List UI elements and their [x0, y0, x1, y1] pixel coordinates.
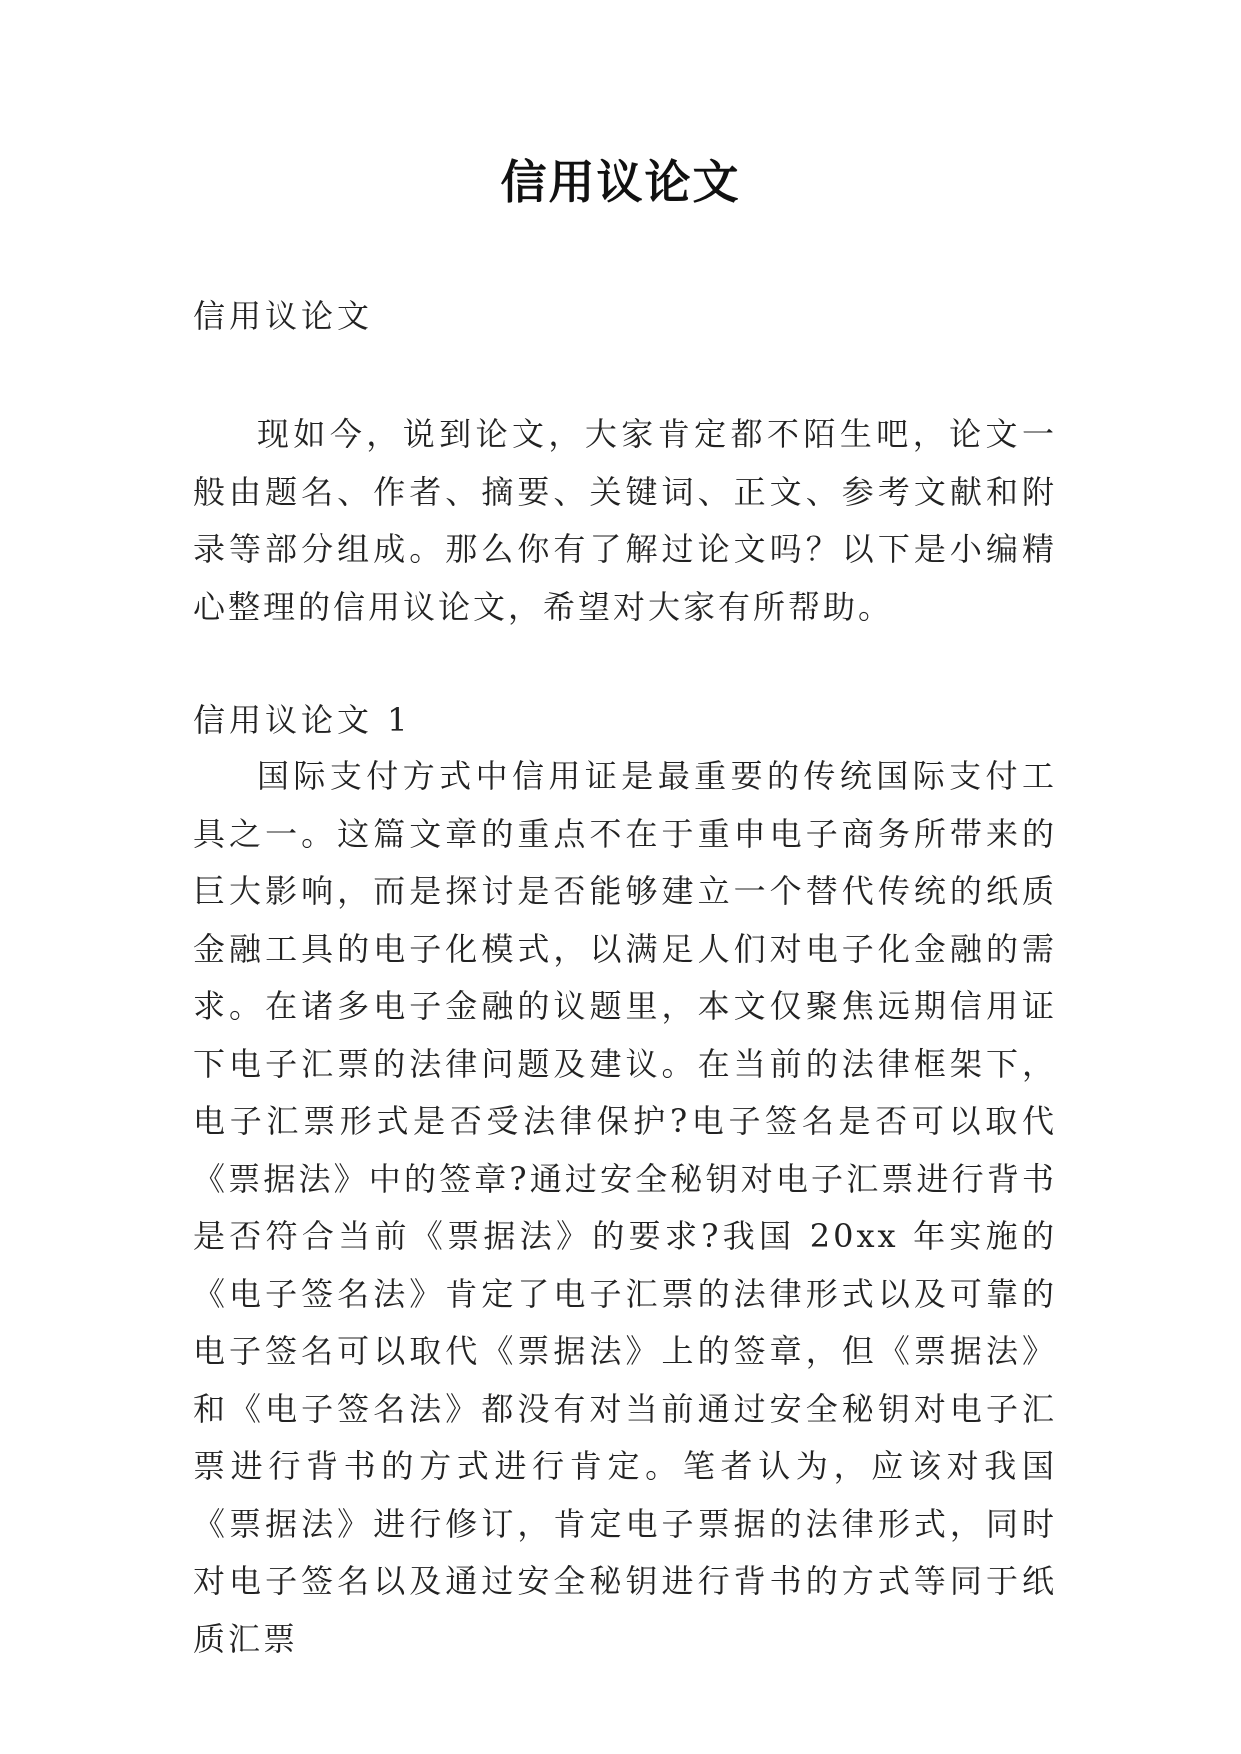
document-title: 信用议论文 — [500, 155, 741, 209]
section-1-paragraph: 国际支付方式中信用证是最重要的传统国际支付工具之一。这篇文章的重点不在于重申电子商务所带来的巨大影响，而是探讨是否能够建立一个替代传统的纸质金融工具的电子化模式，以满足人们对电子化金融的需求。在诸多电子金融的议题里，本文仅聚焦远期信用证下电子汇票的法律问题及建议。在当前的法律框架下，电子汇票形式是否受法律保护?电子签名是否可以取代《票据法》中的签章?通过安全秘钥对电子汇票进行背书是否符合当前《票据法》的要求?我国 20xx 年实施的《电子签名法》肯定了电子汇票的法律形式以及可靠的电子签名可以取代《票据法》上的签章，但《票据法》和《电子签名法》都没有对当前通过安全秘钥对电子汇票进行背书的方式进行肯定。笔者认为，应该对我国《票据法》进行修订，肯定电子票据的法律形式，同时对电子签名以及通过安全秘钥进行背书的方式等同于纸质汇票 — [193, 757, 1057, 1658]
document-subtitle: 信用议论文 — [193, 297, 374, 335]
intro-paragraph: 现如今，说到论文，大家肯定都不陌生吧，论文一般由题名、作者、摘要、关键词、正文、参考文献和附录等部分组成。那么你有了解过论文吗？以下是小编精心整理的信用议论文，希望对大家有所帮助。 — [193, 415, 1057, 626]
section-1-heading: 信用议论文 1 — [193, 701, 412, 739]
